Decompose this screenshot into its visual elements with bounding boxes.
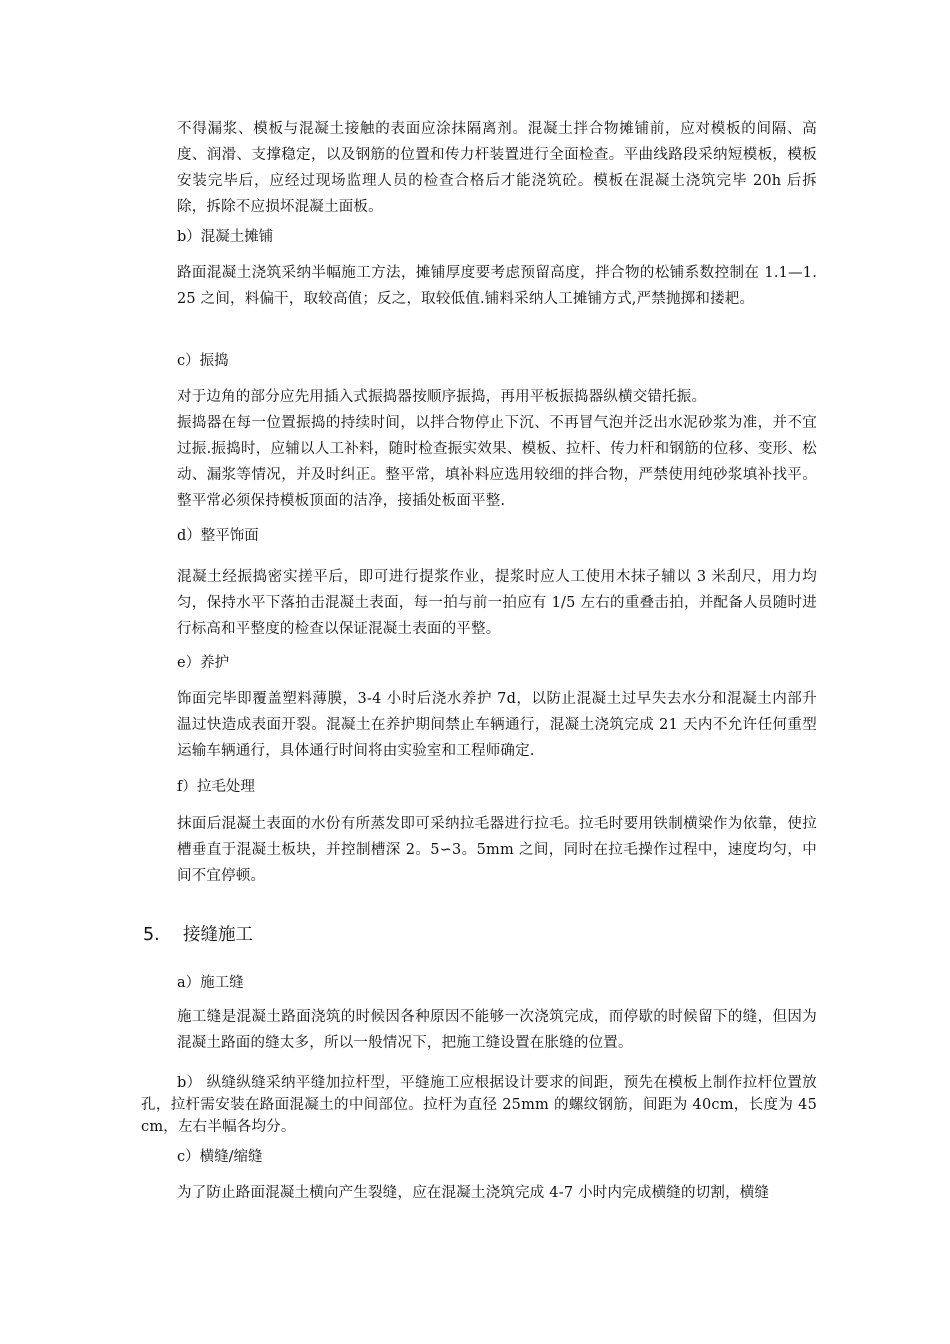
subheading-transverse-joint: c）横缝/缩缝: [177, 1149, 263, 1165]
subheading-spreading: b）混凝土摊铺: [177, 229, 274, 245]
section-heading-joints: [143, 922, 253, 948]
paragraph-spreading: 路面混凝土浇筑采纳半幅施工方法，摊铺厚度要考虑预留高度，拌合物的松铺系数控制在 1.1—1.25 之间，料偏干，取较高值；反之，取较低值.铺料采纳人工摊铺方式,严禁抛掷和搂耙。: [177, 265, 817, 307]
subheading-finishing: d）整平饰面: [177, 528, 259, 544]
section-number: 5.: [143, 925, 160, 945]
paragraph-finishing: 混凝土经振捣密实搓平后，即可进行提浆作业，提浆时应人工使用木抹子辅以 3 米刮尺，用力均匀，保持水平下落拍击混凝土表面，每一拍与前一拍应有 1/5 左右的重叠击拍，并配备人员随时进行标高和平整度的检查以保证混凝土表面的平整。: [177, 569, 817, 637]
paragraph-transverse-joint: 为了防止路面混凝土横向产生裂缝，应在混凝土浇筑完成 4-7 小时内完成横缝的切割，横缝: [177, 1185, 770, 1201]
paragraph-vibration-2: 振捣器在每一位置振捣的持续时间，以拌合物停止下沉、不再冒气泡并泛出水泥砂浆为准，并不宜过振.振捣时，应辅以人工补料，随时检查振实效果、模板、拉杆、传力杆和钢筋的位移、变形、松动、漏浆等情况，并及时纠正。整平常，填补料应选用较细的拌合物，严禁使用纯砂浆填补找平。整平常必须保持模板顶面的洁净，接插处板面平整.: [177, 415, 817, 509]
paragraph-texturing: 抹面后混凝土表面的水份有所蒸发即可采纳拉毛器进行拉毛。拉毛时要用铁制横梁作为依靠，使拉槽垂直于混凝土板块，并控制槽深 2。5∽3。5mm 之间，同时在拉毛操作过程中，速度均匀，中间不宜停顿。: [177, 816, 817, 884]
subheading-construction-joint: a）施工缝: [177, 975, 244, 991]
paragraph-vibration-1: 对于边角的部分应先用插入式振捣器按顺序振捣，再用平板振捣器纵横交错托振。: [177, 389, 707, 405]
paragraph-curing: 饰面完毕即覆盖塑料薄膜，3-4 小时后浇水养护 7d，以防止混凝土过早失去水分和混凝土内部升温过快造成表面开裂。混凝土在养护期间禁止车辆通行，混凝土浇筑完成 21 天内不允许任何重型运输车辆通行，具体通行时间将由实验室和工程师确定.: [177, 691, 817, 759]
subheading-texturing: f）拉毛处理: [177, 779, 255, 795]
paragraph-longitudinal-joint: b） 纵缝纵缝采纳平缝加拉杆型，平缝施工应根据设计要求的间距，预先在模板上制作拉杆位置放孔，拉杆需安装在路面混凝土的中间部位。拉杆为直径 25mm 的螺纹钢筋，间距为 40cm，长度为 45cm，左右半幅各均分。: [141, 1075, 817, 1135]
section-title: 接缝施工: [183, 925, 253, 945]
paragraph-formwork: 不得漏浆、模板与混凝土接触的表面应涂抹隔离剂。混凝土拌合物摊铺前，应对模板的间隔、高度、润滑、支撑稳定，以及钢筋的位置和传力杆装置进行全面检查。平曲线路段采纳短模板，模板安装完毕后，应经过现场监理人员的检查合格后才能浇筑砼。模板在混凝土浇筑完毕 20h 后拆除，拆除不应损坏混凝土面板。: [177, 121, 817, 215]
subheading-curing: e）养护: [177, 655, 230, 671]
paragraph-construction-joint: 施工缝是混凝土路面浇筑的时候因各种原因不能够一次浇筑完成，而停歇的时候留下的缝，但因为混凝土路面的缝太多，所以一般情况下，把施工缝设置在胀缝的位置。: [177, 1009, 817, 1051]
subheading-vibration: c）振捣: [177, 353, 229, 369]
